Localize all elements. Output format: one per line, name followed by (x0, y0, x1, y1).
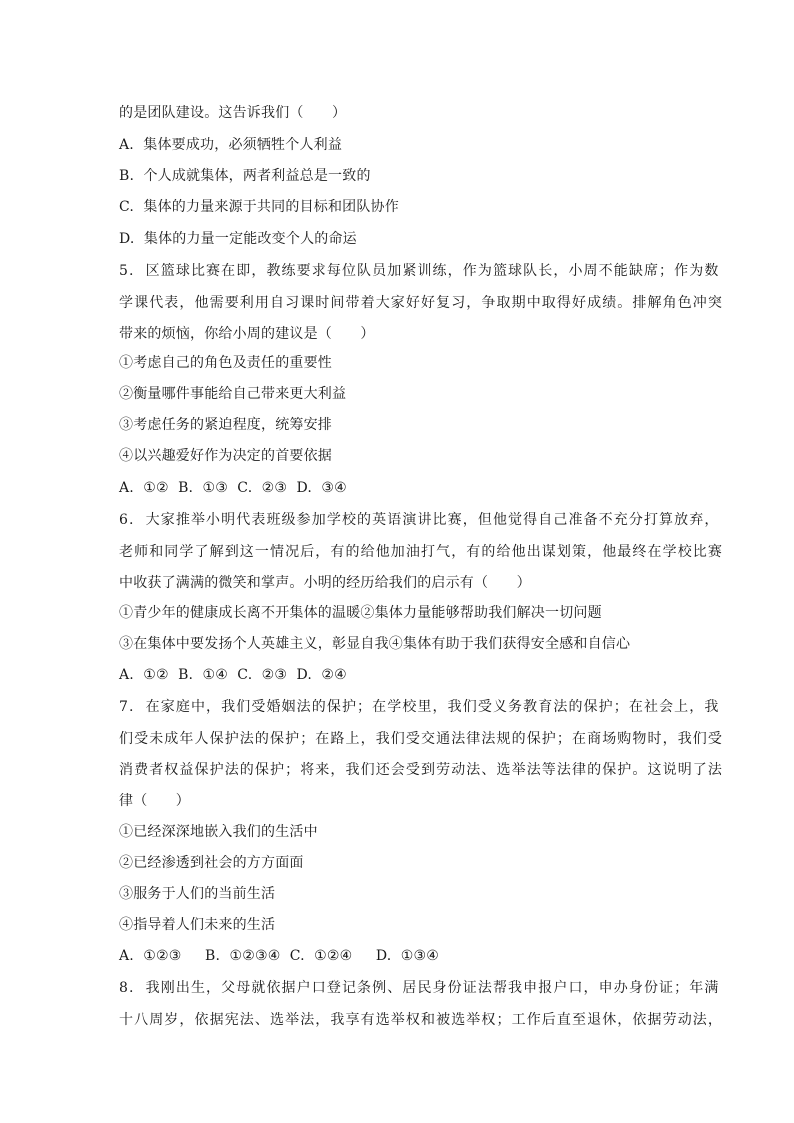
text-line: 的是团队建设。这告诉我们（ ） (119, 105, 347, 121)
question-line: 6. 大家推举小明代表班级参加学校的英语演讲比赛，但他觉得自己准备不充分打算放弃， (119, 512, 720, 528)
statement-line: ④以兴趣爱好作为决定的首要依据 (119, 448, 332, 464)
statement-line: ①已经深深地嵌入我们的生活中 (119, 824, 318, 840)
question-line: 律（ ） (119, 793, 190, 809)
question-line: 中收获了满满的微笑和掌声。小明的经历给我们的启示有（ ） (119, 575, 531, 591)
option-line: C. 集体的力量来源于共同的目标和团队协作 (119, 199, 399, 215)
question-line: 8. 我刚出生，父母就依据户口登记条例、居民身份证法帮我申报户口，申办身份证；年满 (119, 980, 720, 996)
option-line: D. 集体的力量一定能改变个人的命运 (119, 231, 357, 247)
question-line: 学课代表，他需要利用自习课时间带着大家好好复习，争取期中取得好成绩。排解角色冲突 (119, 295, 723, 311)
statement-line: ③考虑任务的紧迫程度，统筹安排 (119, 417, 332, 433)
statement-line: ③服务于人们的当前生活 (119, 886, 276, 902)
question-line: 老师和同学了解到这一情况后，有的给他加油打气，有的给他出谋划策，他最终在学校比赛 (119, 544, 723, 560)
question-line: 十八周岁，依据宪法、选举法，我享有选举权和被选举权；工作后直至退休，依据劳动法， (119, 1012, 723, 1028)
statement-line: ①青少年的健康成长离不开集体的温暖②集体力量能够帮助我们解决一切问题 (119, 605, 602, 621)
statement-line: ②已经渗透到社会的方方面面 (119, 855, 304, 871)
question-line: 带来的烦恼，你给小周的建议是（ ） (119, 326, 375, 342)
question-line: 7. 在家庭中，我们受婚姻法的保护；在学校里，我们受义务教育法的保护；在社会上，我 (119, 699, 720, 715)
option-line: B. 个人成就集体，两者利益总是一致的 (119, 168, 371, 184)
question-line: 消费者权益保护法的保护；将来，我们还会受到劳动法、选举法等法律的保护。这说明了法 (119, 762, 723, 778)
answer-options-line: A. ①②③ B. ①②③④ C. ①②④ D. ①③④ (119, 948, 440, 964)
question-line: 5. 区篮球比赛在即，教练要求每位队员加紧训练，作为篮球队长，小周不能缺席；作为数 (119, 263, 720, 279)
statement-line: ③在集体中要发扬个人英雄主义，彰显自我④集体有助于我们获得安全感和自信心 (119, 636, 631, 652)
statement-line: ④指导着人们未来的生活 (119, 917, 276, 933)
answer-options-line: A. ①② B. ①③ C. ②③ D. ③④ (119, 480, 347, 496)
question-line: 们受未成年人保护法的保护；在路上，我们受交通法律法规的保护；在商场购物时，我们受 (119, 731, 723, 747)
statement-line: ②衡量哪件事能给自己带来更大利益 (119, 386, 347, 402)
answer-options-line: A. ①② B. ①④ C. ②③ D. ②④ (119, 667, 347, 683)
statement-line: ①考虑自己的角色及责任的重要性 (119, 355, 332, 371)
option-line: A. 集体要成功，必须牺牲个人利益 (119, 137, 343, 153)
